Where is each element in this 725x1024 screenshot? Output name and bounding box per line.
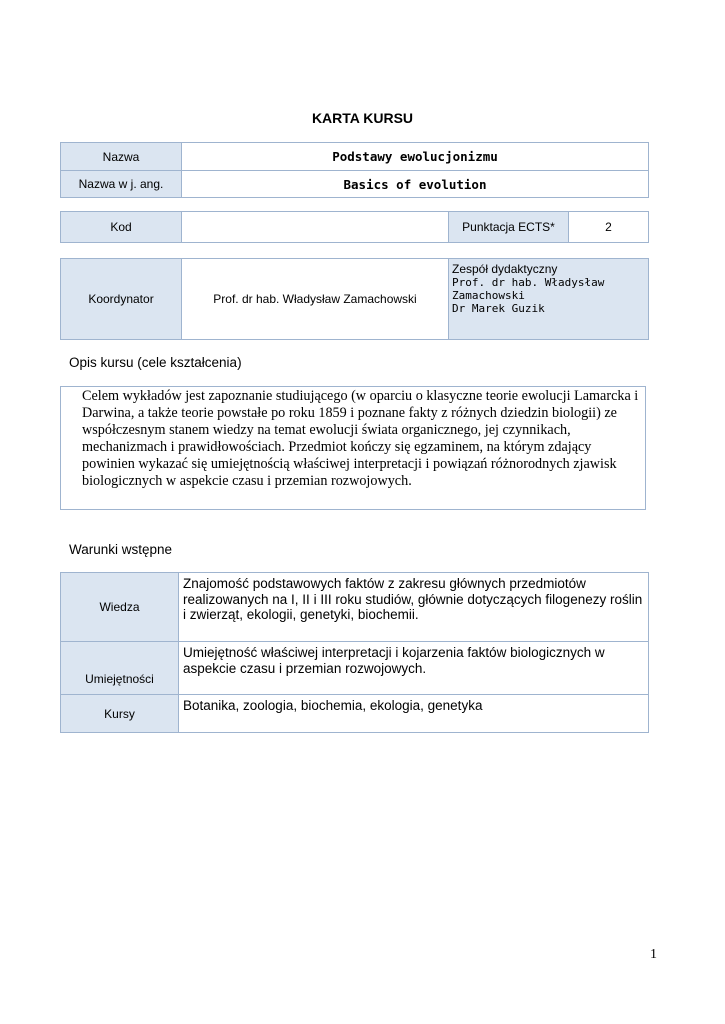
english-name-label: Nazwa w j. ang.: [61, 171, 182, 198]
code-value: [182, 212, 449, 243]
teaching-team-member: Zamachowski: [452, 289, 525, 302]
name-value: Podstawy ewolucjonizmu: [182, 143, 649, 171]
prerequisites-table: [60, 572, 649, 733]
teaching-team-member: Prof. dr hab. Władysław: [452, 276, 605, 289]
ects-value: 2: [569, 212, 649, 243]
knowledge-value: Znajomość podstawowych faktów z zakresu głównych przedmiotów realizowanych na I, II i III roku studiów, głównie dotyczących filogenezy roślin i zwierząt, ekologii, genetyki, biochemii.: [179, 573, 649, 642]
code-ects-table: [60, 211, 649, 243]
table-row: [61, 695, 649, 733]
courses-label: Kursy: [61, 695, 179, 733]
name-label: Nazwa: [61, 143, 182, 171]
coordinator-value: Prof. dr hab. Władysław Zamachowski: [182, 259, 449, 340]
course-name-table: [60, 142, 649, 198]
code-label: Kod: [61, 212, 182, 243]
course-description-heading: Opis kursu (cele kształcenia): [69, 355, 242, 370]
coordinator-table: [60, 258, 649, 340]
knowledge-label: Wiedza: [61, 573, 179, 642]
ects-label: Punktacja ECTS*: [449, 212, 569, 243]
course-description-text: Celem wykładów jest zapoznanie studiującego (w oparciu o klasyczne teorie ewolucji Lamarcka i Darwina, a także teorie powstałe po roku 1859 i poznane fakty z różnych dziedzin biologii) ze współczesnym stanem wiedzy na temat ewolucji świata organicznego, jej czynnikach, mechanizmach i prawidłowościach. Przedmiot kończy się egzaminem, na którym zdający powinien wykazać się umiejętnością właściwej interpretacji i powiązań różnorodnych zjawisk biologicznych w aspekcie czasu i przemian rozwojowych.: [82, 388, 639, 489]
prerequisites-heading: Warunki wstępne: [69, 542, 173, 557]
teaching-team-member: Dr Marek Guzik: [452, 302, 545, 315]
table-row: [61, 171, 649, 198]
courses-value: Botanika, zoologia, biochemia, ekologia, genetyka: [179, 695, 649, 733]
coordinator-label: Koordynator: [61, 259, 182, 340]
english-name-value: Basics of evolution: [182, 171, 649, 198]
table-row: [61, 143, 649, 171]
page-title: KARTA KURSU: [311, 110, 414, 126]
table-row: [61, 212, 649, 243]
skills-label: Umiejętności: [61, 642, 179, 695]
table-row: [61, 259, 649, 340]
table-row: [61, 573, 649, 642]
skills-value: Umiejętność właściwej interpretacji i kojarzenia faktów biologicznych w aspekcie czasu i przemian rozwojowych.: [179, 642, 649, 695]
page-number: 1: [650, 947, 657, 962]
teaching-team-label: Zespół dydaktyczny: [452, 262, 558, 276]
course-description-box: [60, 386, 646, 510]
teaching-team-cell: [449, 259, 649, 340]
table-row: [61, 642, 649, 695]
